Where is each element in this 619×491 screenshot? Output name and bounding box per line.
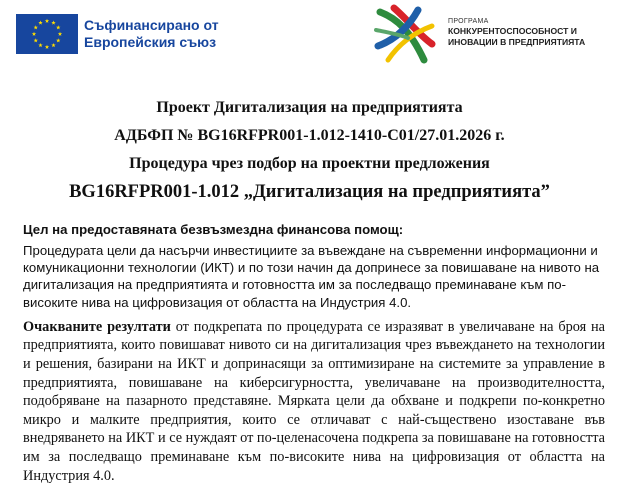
- results-paragraph: [23, 318, 605, 485]
- procedure-title: Процедура чрез подбор на проектни предложения: [129, 155, 490, 172]
- eu-flag-icon: [16, 14, 78, 54]
- document-body: [23, 221, 605, 485]
- program-logo-text: [448, 17, 585, 48]
- header-logos: [0, 0, 619, 70]
- results-text: от подкрепата по процедурата се изразяват в увеличаване на броя на предприятията, които повишават нивото си на дигитализация чрез въвеждането на технологии и решения, базирани на ИКТ и допринасящи за оптимизиране на системите за управление в предприятията, повишаване на киберсигурността, увеличаване на производителността, подобряване на пазарното представяне. Мярката цели да обхване и подкрепи по-конкретно микро и малките предприятия, които се отличават с най-съществено изоставане във внедряването на ИКТ и се нуждаят от по-целенасочена подкрепа за повишаване на готовността им за последващо преминаване към по-високите нива на цифровизация от областта на Индустрия 4.0.: [23, 318, 605, 484]
- eu-logo: [16, 14, 219, 54]
- program-stripes-icon: [374, 4, 438, 66]
- eu-logo-line-1: Съфинансирано от: [84, 17, 219, 33]
- program-logo: [374, 4, 585, 66]
- project-title: Проект Дигитализация на предприятията: [156, 99, 463, 116]
- eu-logo-line-2: Европейския съюз: [84, 34, 217, 50]
- eu-logo-text: [84, 17, 219, 51]
- procedure-code: BG16RFPR001-1.012 „Дигитализация на предприятията”: [69, 182, 550, 202]
- goal-paragraph: Процедурата цели да насърчи инвестициите за въвеждане на съвременни информационни и комуникационни технологии (ИКТ) и по този начин да допринесе за повишаване на нивото на дигитализация на предприятията и готовността им за последващо преминаване към по-високите нива на цифровизация от областта на Индустрия 4.0.: [23, 243, 600, 310]
- program-name-line-1: КОНКУРЕНТОСПОСОБНОСТ И: [448, 26, 577, 36]
- program-label: ПРОГРАМА: [448, 18, 489, 25]
- results-lead: Очакваните резултати: [23, 318, 171, 335]
- program-name-line-2: ИНОВАЦИИ В ПРЕДПРИЯТИЯТА: [448, 37, 586, 47]
- contract-number: АДБФП № BG16RFPR001-1.012-1410-C01/27.01.2026 г.: [114, 127, 505, 144]
- document-headings: [0, 98, 619, 203]
- goal-heading: Цел на предоставяната безвъзмездна финансова помощ:: [23, 222, 404, 237]
